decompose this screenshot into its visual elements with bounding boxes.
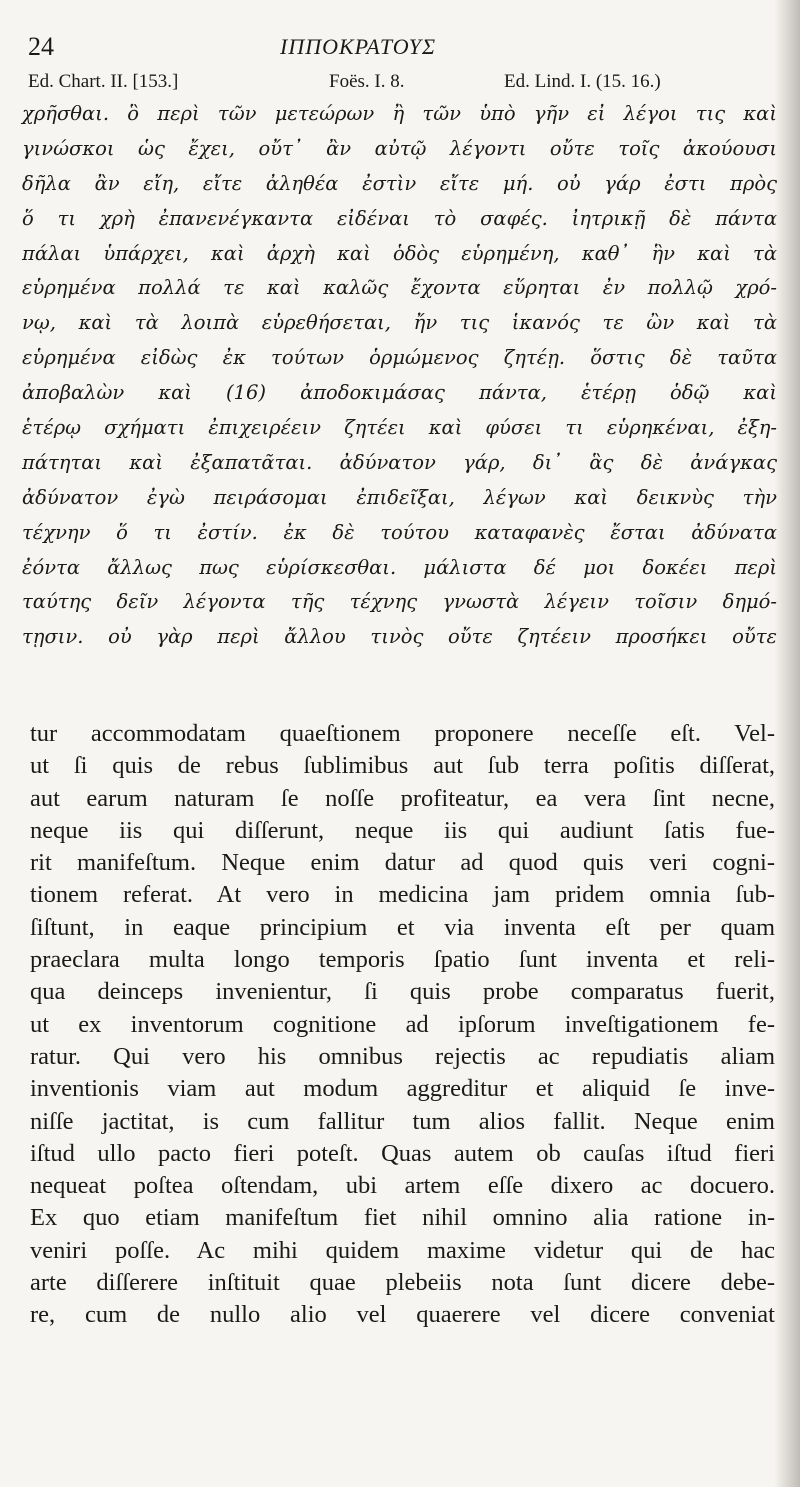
greek-line: ἀδύνατον ἐγὼ πειράσομαι ἐπιδεῖξαι, λέγων καὶ δεικνὺς τὴν	[22, 485, 777, 509]
latin-line: veniri poſſe. Ac mihi quidem maxime videtur qui de hac	[30, 1236, 775, 1264]
latin-line: tur accommodatam quaeſtionem proponere neceſſe eſt. Vel-	[30, 720, 775, 747]
greek-line: ἀποβαλὼν καὶ (16) ἀποδοκιμάσας πάντα, ἑτέρῃ ὁδῷ καὶ	[22, 381, 777, 405]
latin-line: ratur. Qui vero his omnibus rejectis ac repudiatis aliam	[30, 1042, 775, 1070]
latin-line: inventionis viam aut modum aggreditur et aliquid ſe inve-	[30, 1075, 775, 1103]
latin-line: re, cum de nullo alio vel quaerere vel dicere conveniat	[30, 1301, 775, 1329]
greek-line: ἑτέρῳ σχήματι ἐπιχειρέειν ζητέει καὶ φύσει τι εὑρηκέναι, ἐξη-	[22, 416, 777, 440]
latin-line: neque iis qui diſſerunt, neque iis qui audiunt ſatis fue-	[30, 816, 775, 844]
latin-line: nequeat poſtea oſtendam, ubi artem eſſe dixero ac docuero.	[30, 1172, 775, 1200]
greek-line: ταύτης δεῖν λέγοντα τῆς τέχνης γνωστὰ λέγειν τοῖσιν δημό-	[22, 590, 777, 614]
latin-line: niſſe jactitat, is cum fallitur tum alios fallit. Neque enim	[30, 1107, 775, 1135]
running-header	[22, 24, 772, 64]
latin-line: aut earum naturam ſe noſſe profiteatur, ea vera ſint necne,	[30, 784, 775, 812]
greek-line: χρῆσθαι. ὃ περὶ τῶν μετεώρων ἢ τῶν ὑπὸ γῆν εἰ λέγοι τις καὶ	[22, 102, 777, 125]
latin-line: ut ſi quis de rebus ſublimibus aut ſub terra poſitis diſſerat,	[30, 752, 775, 780]
latin-translation-block	[30, 718, 775, 1332]
greek-line: δῆλα ἂν εἴη, εἴτε ἀληθέα ἐστὶν εἴτε μή. οὐ γάρ ἐστι πρὸς	[22, 171, 777, 195]
latin-line: ſiſtunt, in eaque principium et via inventa eſt per quam	[30, 913, 775, 941]
latin-line: arte diſſerere inſtituit quae plebeiis nota ſunt dicere debe-	[30, 1269, 775, 1297]
linden-reference: Ed. Lind. I. (15. 16.)	[504, 71, 661, 92]
latin-line: rit manifeſtum. Neque enim datur ad quod quis veri cogni-	[30, 849, 775, 877]
greek-line: τέχνην ὅ τι ἐστίν. ἐκ δὲ τούτου καταφανὲς ἔσται ἀδύνατα	[22, 520, 777, 544]
greek-line: ὅ τι χρὴ ἐπανενέγκαντα εἰδέναι τὸ σαφές. ἰητρικῇ δὲ πάντα	[22, 206, 777, 230]
greek-text-block	[22, 97, 777, 655]
latin-line: Ex quo etiam manifeſtum fiet nihil omnino alia ratione in-	[30, 1204, 775, 1232]
running-title: ΙΠΠΟΚΡΑΤΟΥΣ	[280, 34, 437, 59]
latin-line: praeclara multa longo temporis ſpatio ſunt inventa et reli-	[30, 946, 775, 974]
greek-line: εὑρημένα εἰδὼς ἐκ τούτων ὁρμώμενος ζητέῃ. ὅστις δὲ ταῦτα	[22, 346, 777, 370]
greek-line: εὑρημένα πολλά τε καὶ καλῶς ἔχοντα εὕρηται ἐν πολλῷ χρό-	[22, 276, 777, 300]
chartier-reference: Ed. Chart. II. [153.]	[28, 71, 179, 92]
greek-line: νῳ, καὶ τὰ λοιπὰ εὑρεθήσεται, ἤν τις ἱκανός τε ὢν καὶ τὰ	[22, 311, 777, 335]
latin-line: tionem referat. At vero in medicina jam pridem omnia ſub-	[30, 881, 775, 909]
greek-line: γινώσκοι ὡς ἔχει, οὔτ᾽ ἂν αὐτῷ λέγοντι οὔτε τοῖς ἀκούουσι	[22, 136, 777, 160]
greek-line: ἐόντα ἄλλως πως εὑρίσκεσθαι. μάλιστα δέ μοι δοκέει περὶ	[22, 555, 777, 579]
foes-reference: Foës. I. 8.	[329, 71, 405, 92]
page-number: 24	[28, 32, 54, 61]
latin-line: iſtud ullo pacto fieri poteſt. Quas autem ob cauſas iſtud fieri	[30, 1139, 775, 1167]
edition-references	[22, 71, 772, 97]
page-gutter-shadow	[774, 0, 800, 1487]
greek-line: πάτηται καὶ ἐξαπατᾶται. ἀδύνατον γάρ, δι᾽ ἃς δὲ ἀνάγκας	[22, 450, 777, 474]
latin-line: ut ex inventorum cognitione ad ipſorum inveſtigationem fe-	[30, 1010, 775, 1038]
latin-line: qua deinceps invenientur, ſi quis probe comparatus fuerit,	[30, 978, 775, 1006]
greek-line: τῃσιν. οὐ γὰρ περὶ ἄλλου τινὸς οὔτε ζητέειν προσήκει οὔτε	[22, 625, 777, 649]
greek-line: πάλαι ὑπάρχει, καὶ ἀρχὴ καὶ ὁδὸς εὑρημένη, καθ᾽ ἣν καὶ τὰ	[22, 241, 777, 265]
